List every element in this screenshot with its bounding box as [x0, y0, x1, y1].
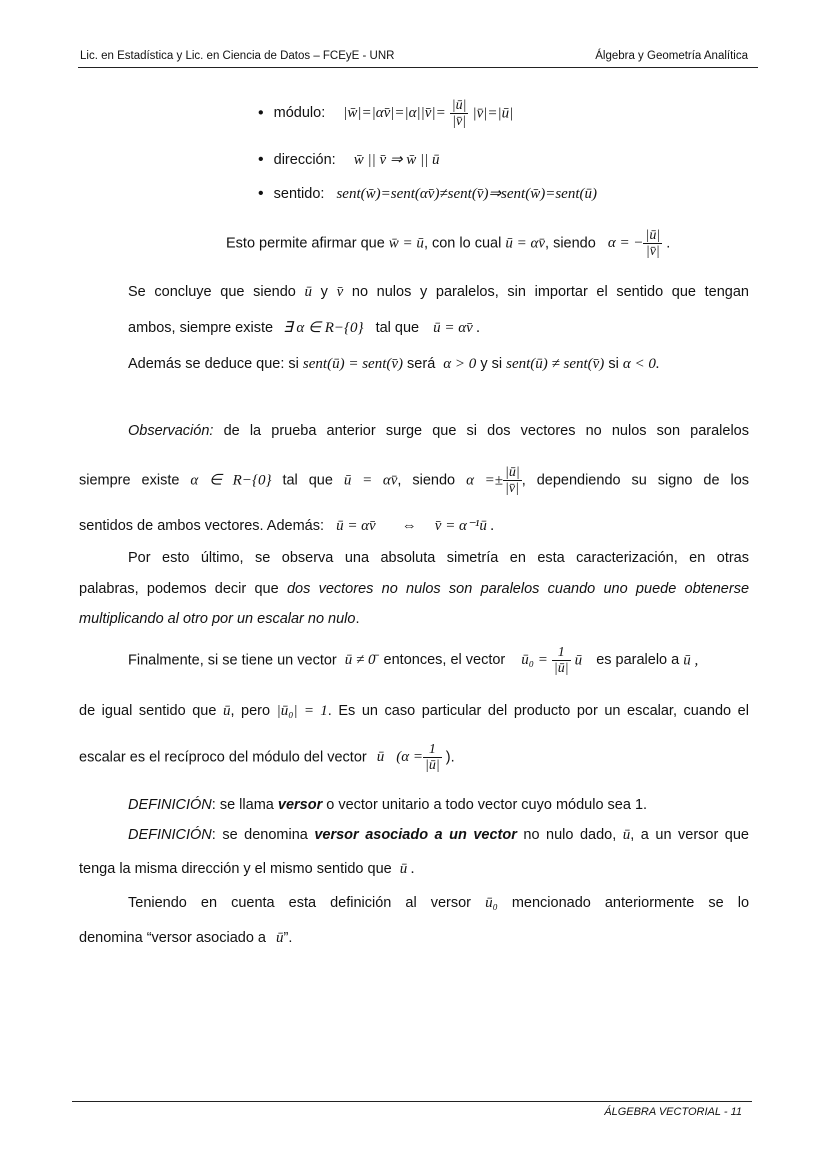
fraction: $\frac{1}{|ū|}$	[553, 645, 569, 676]
text: palabras, podemos decir que	[79, 581, 279, 597]
paragraph-2-line-2	[128, 318, 480, 337]
footer-page-label: ÁLGEBRA VECTORIAL - 11	[604, 1106, 742, 1118]
bullet-sentido	[258, 184, 597, 203]
math: w̄ = ū	[388, 235, 424, 252]
label: módulo:	[273, 105, 326, 122]
math: w̄ || v̄ ⇒ w̄ || ū	[353, 152, 440, 168]
text: , siendo	[397, 472, 456, 489]
math: ū	[574, 652, 583, 669]
text: : se denomina	[211, 827, 308, 843]
text: y	[320, 284, 328, 300]
observation-line-3	[79, 516, 494, 535]
text: y si	[480, 356, 503, 372]
fraction: $\frac{1}{|ū|}$	[425, 742, 440, 773]
text: Se concluye que siendo	[128, 284, 296, 300]
observation-line-2	[79, 465, 749, 496]
text: , a un versor que	[630, 827, 750, 843]
bullet-dot: •	[258, 151, 264, 168]
paragraph-4-line-3	[79, 611, 360, 627]
math: ū	[222, 703, 231, 719]
text: tenga la misma dirección y el mismo sentido que	[79, 861, 392, 877]
text: Esto permite afirmar que	[226, 235, 385, 252]
text: , con lo cual	[423, 235, 502, 252]
definition-2-line-1	[128, 827, 749, 844]
math: ū	[276, 930, 284, 946]
bullet-modulo	[258, 98, 513, 129]
math: ū	[622, 827, 631, 843]
fraction: $\frac{|ū|}{|v̄|}$	[645, 228, 661, 259]
text: siempre existe	[79, 472, 180, 489]
paragraph-4-line-2	[79, 581, 749, 597]
text: : se llama	[211, 797, 274, 813]
math: α > 0	[443, 356, 477, 372]
text: tal que	[375, 320, 420, 336]
text: es paralelo a	[596, 652, 680, 669]
math: sent(w̄)=sent(αv̄)≠sent(v̄)⇒sent(w̄)=sent(ū)	[336, 186, 597, 202]
observation-line-1	[128, 423, 749, 439]
math: ū ≠ 0̄	[344, 652, 376, 669]
text: . Es un caso particular del producto por un escalar, cuando el	[327, 703, 749, 719]
defined-term: versor asociado a un vector	[314, 827, 517, 843]
math: |ū₀| = 1	[276, 703, 328, 719]
math: ū = αv̄	[336, 518, 376, 534]
fraction: $\frac{|ū|}{|v̄|}$	[451, 98, 467, 129]
math: ū	[376, 749, 385, 766]
math: ū ,	[683, 652, 699, 669]
text: , pero	[230, 703, 271, 719]
paragraph-4-line-1: Por esto último, se observa una absoluta simetría en esta caracterización, en otras	[128, 550, 749, 566]
math: sent(ū) ≠ sent(v̄)	[506, 356, 605, 372]
math: sent(ū) = sent(v̄)	[302, 356, 404, 372]
math: α ∈ R−{0}	[190, 472, 272, 489]
footer-rule	[72, 1101, 752, 1102]
math: α = −	[607, 235, 644, 252]
text: entonces, el vector	[383, 652, 506, 669]
math: ū = αv̄ .	[433, 320, 481, 336]
label: dirección:	[273, 152, 336, 168]
definition-1	[128, 797, 647, 813]
paragraph-3	[128, 356, 660, 373]
emphasis-text: multiplicando al otro por un escalar no nulo	[79, 611, 356, 627]
paragraph-6-line-1	[128, 895, 749, 912]
text: si	[608, 356, 619, 372]
text: , dependiendo su signo de los	[521, 472, 750, 489]
header-left: Lic. en Estadística y Lic. en Ciencia de Datos – FCEyE - UNR	[80, 50, 395, 62]
paragraph-5-line-2	[79, 703, 749, 720]
paragraph-1	[226, 228, 670, 259]
bullet-direccion	[258, 150, 439, 169]
math: v̄ = α⁻¹ū .	[434, 518, 495, 534]
paragraph-2-line-1	[128, 284, 749, 301]
observation-label: Observación:	[128, 423, 214, 439]
math: α < 0.	[622, 356, 660, 372]
fraction: $\frac{|ū|}{|v̄|}$	[505, 465, 520, 496]
math: ū₀	[485, 895, 498, 911]
text: .	[666, 235, 671, 252]
math: ū .	[399, 861, 415, 877]
bullet-dot: •	[258, 185, 264, 202]
text: , siendo	[545, 235, 596, 252]
math: ∃ α ∈ R−{0}	[283, 320, 364, 336]
text: mencionado anteriormente se lo	[511, 895, 750, 911]
math: ū	[304, 284, 312, 300]
text: de igual sentido que	[79, 703, 217, 719]
label: sentido:	[273, 186, 325, 202]
text: sentidos de ambos vectores. Además:	[79, 518, 325, 534]
text: no nulos y paralelos, sin importar el sentido que tengan	[351, 284, 749, 300]
math: ū₀ =	[521, 652, 548, 669]
text: Además se deduce que: si	[128, 356, 299, 372]
math: v̄	[336, 284, 344, 300]
text: o vector unitario a todo vector cuyo módulo sea 1.	[326, 797, 648, 813]
header-rule	[78, 67, 758, 68]
text: no nulo dado,	[523, 827, 617, 843]
definition-2-line-2	[79, 861, 415, 878]
paragraph-5-line-3	[79, 742, 455, 773]
text: de la prueba anterior surge que si dos vectores no nulos son paralelos	[223, 423, 750, 439]
header-right: Álgebra y Geometría Analítica	[595, 50, 748, 62]
definition-label: DEFINICIÓN	[128, 827, 212, 843]
text: ambos, siempre existe	[128, 320, 274, 336]
text: escalar es el recíproco del módulo del vector	[79, 749, 367, 766]
emphasis-text: dos vectores no nulos son paralelos cuando uno puede obtenerse	[286, 581, 750, 597]
math: ū = αv̄	[343, 472, 398, 489]
text: será	[407, 356, 436, 372]
iff-symbol: ⇔	[401, 518, 417, 534]
text: tal que	[282, 472, 333, 489]
text: denomina “versor asociado a	[79, 930, 266, 946]
math: |v̄|=|ū|	[472, 105, 514, 122]
defined-term: versor	[277, 797, 323, 813]
math: α =±	[466, 472, 504, 489]
paragraph-6-line-2	[79, 930, 292, 947]
paragraph-5-line-1	[128, 645, 698, 676]
definition-label: DEFINICIÓN	[128, 797, 212, 813]
text: Finalmente, si se tiene un vector	[128, 652, 337, 669]
text: ).	[445, 749, 455, 766]
math: ū = αv̄	[505, 235, 546, 252]
text: Teniendo en cuenta esta definición al versor	[128, 895, 472, 911]
text: .	[355, 611, 360, 627]
math: |w̄|=|αv̄|=|α||v̄|=	[343, 105, 446, 122]
text: ”.	[283, 930, 293, 946]
math: (α =	[396, 749, 424, 766]
bullet-dot: •	[258, 104, 264, 122]
